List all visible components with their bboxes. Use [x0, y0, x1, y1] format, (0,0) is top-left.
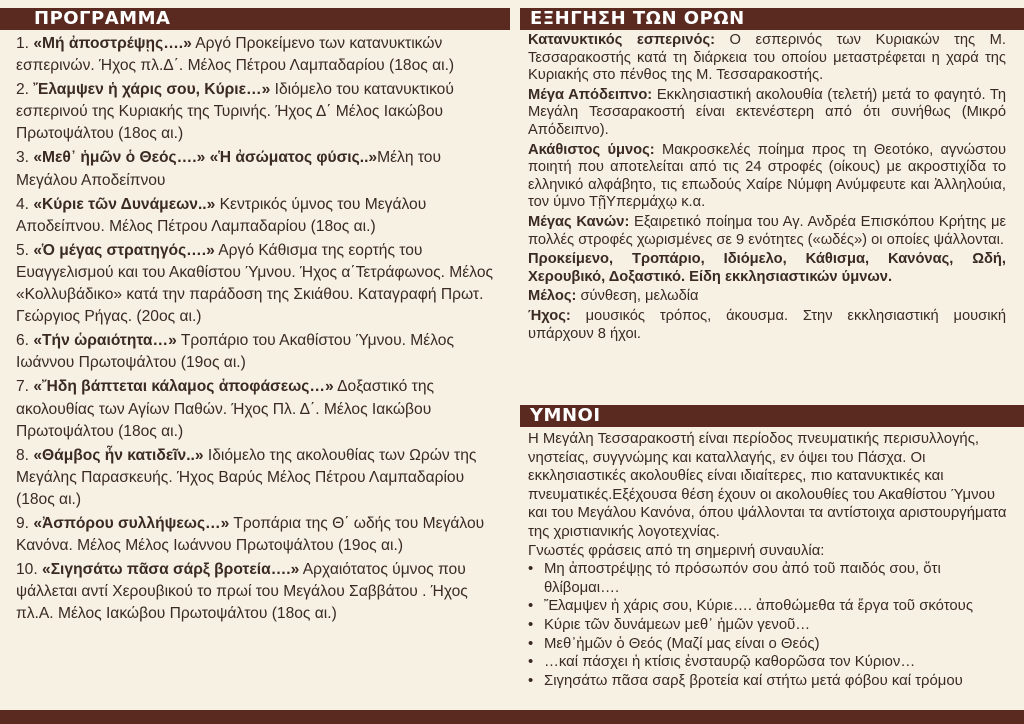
item-title: Ἔλαμψεν ἡ χάρις σου, Κύριε…»: [33, 81, 271, 99]
item-number: 8.: [16, 446, 30, 464]
item-number: 2.: [16, 81, 30, 99]
list-item: • Μη ἀποστρέψῃς τό πρόσωπόν σου ἀπό τοῦ παιδός σου, ὅτι θλίβομαι….: [528, 560, 1010, 597]
item-number: 3.: [16, 149, 30, 167]
program-item: [16, 330, 500, 374]
program-header-title: ΠΡΟΓΡΑΜΜΑ: [34, 8, 171, 29]
list-item: • Ἔλαμψεν ἡ χάρις σου, Κύριε…. ἀποθώμεθα τά ἔργα τοῦ σκότους: [528, 597, 1010, 616]
term-name: Μέγα Απόδειπνο:: [528, 86, 653, 103]
item-number: 1.: [16, 35, 30, 52]
hymns-header-bar: [520, 405, 1024, 427]
term-definition: σύνθεση, μελωδία: [576, 288, 699, 305]
term-name: Ακάθιστος ύμνος:: [528, 141, 655, 158]
program-item: [16, 513, 500, 557]
term-entry: [528, 87, 1006, 140]
item-description: Αρχαιότατος ύμνος που ψάλλεται αντί Χερουβικού το πρωί του Μεγάλου Σαββάτου . Ήχος πλ.Α. Μέλος Ιακώβου Πρωτοψάλτου (18ος αι.): [16, 561, 468, 623]
item-title: «Ἤδη βάπτεται κάλαμος ἀποφάσεως…»: [33, 378, 334, 396]
phrases-list: [528, 560, 1010, 690]
phrases-heading: Γνωστές φράσεις από τη σημερινή συναυλία:: [528, 542, 825, 559]
item-title: «Ἀσπόρου συλλήψεως…»: [33, 514, 230, 532]
program-item: [16, 147, 500, 191]
list-item: • Κύριε τῶν δυνάμεων μεθ᾽ ἡμῶν γενοῦ…: [528, 616, 1010, 635]
term-definition: Μακροσκελές ποίημα προς τη Θεοτόκο, αγνώστου ποιητή που αποτελείται από τις 24 στροφές (οίκους) με ακροστιχίδα το ελληνικό αλφάβητο, τις επωδούς Χαίρε Νύμφη Ανύμφευτε και Ἀλληλούια, τον ύμνο ΤῇΥπερμάχῳ κ.α.: [528, 141, 1006, 211]
item-number: 4.: [16, 195, 30, 213]
item-description: Αργό Προκείμενο των κατανυκτικών εσπερινών. Ήχος πλ.Δ΄. Μέλος Πέτρου Λαμπαδαρίου (18ος αι.): [16, 35, 455, 75]
term-entry: [528, 32, 1006, 85]
program-list: [16, 33, 500, 627]
item-title: «Κύριε τῶν Δυνάμεων..»: [33, 195, 216, 213]
item-description: Κεντρικός ύμνος του Μεγάλου Αποδείπνου. Μέλος Πέτρου Λαμπαδαρίου (18ος αι.): [16, 195, 427, 235]
item-title: «Σιγησάτω πᾶσα σάρξ βροτεία….»: [42, 561, 300, 579]
item-title: «Μεθ᾽ ἡμῶν ὁ Θεός….» «Ἡ ἀσώματος φύσις..»: [33, 149, 378, 167]
program-item: [16, 376, 500, 442]
term-entry: [528, 308, 1006, 343]
term-definition: μουσικός τρόπος, άκουσμα. Στην εκκλησιαστική μουσική υπάρχουν 8 ήχοι.: [528, 307, 1006, 342]
term-name: Ήχος:: [528, 307, 571, 324]
item-title: «Ὁ μέγας στρατηγός….»: [33, 241, 215, 259]
list-item: • …καί πάσχει ἡ κτίσις ἐνσταυρῷ καθορῶσα τον Κύριον…: [528, 653, 1010, 672]
item-description: Τροπάρια της Θ΄ ωδής του Μεγάλου Κανόνα. Μέλος Μέλος Ιωάννου Πρωτοψάλτου (19ος αι.): [16, 514, 485, 555]
program-item: [16, 194, 500, 238]
list-item: • Μεθ᾽ἡμῶν ὁ Θεός (Μαζί μας είναι ο Θεός): [528, 635, 1010, 654]
term-definition: Εκκλησιαστική ακολουθία (τελετή) μετά το φαγητό. Τη Μεγάλη Τεσσαρακοστή είναι εκτενέστερη από ότι συνήθως (Μικρό Απόδειπνο).: [528, 86, 1007, 138]
list-item: • Σιγησάτω πᾶσα σαρξ βροτεία καί στήτω μετά φόβου καί τρόμου: [528, 672, 1010, 691]
term-entry: [528, 288, 1006, 306]
item-description: Δοξαστικό της ακολουθίας των Αγίων Παθών. Ήχος Πλ. Δ΄. Μέλος Ιακώβου Πρωτοψάλτου (18ος αι.): [16, 378, 435, 440]
term-name: Κατανυκτικός εσπερινός:: [528, 32, 715, 48]
term-entry: [528, 142, 1006, 212]
program-item: [16, 559, 500, 625]
item-number: 9.: [16, 514, 30, 532]
hymns-header-title: ΥΜΝΟΙ: [530, 405, 601, 426]
program-item: [16, 79, 500, 145]
term-entry: [528, 251, 1006, 286]
program-header-bar: [0, 8, 510, 30]
terms-header-bar: [520, 8, 1024, 30]
bottom-band: [0, 710, 1024, 724]
item-title: «Μή ἀποστρέψῃς….»: [33, 35, 192, 52]
item-description: Ιδιόμελο του κατανυκτικού εσπερινού της Κυριακής της Τυρινής. Ήχος Δ΄ Μέλος Ιακώβου Πρωτοψάλτου (18ος αι.): [16, 81, 454, 143]
item-title: «Τήν ὡραιότητα…»: [33, 332, 177, 350]
program-item: [16, 33, 500, 77]
hymns-intro: Η Μεγάλη Τεσσαρακοστή είναι περίοδος πνευματικής περισυλλογής, νηστείας, συγγνώμης και καταλλαγής, εν όψει του Πάσχα. Οι εκκλησιαστικές ακολουθίες είναι ιδιαίτερες, πιο κατανυκτικές και πνευματικές.Εξέχουσα θέση έχουν οι ακολουθίες του Ακαθίστου Ύμνου και του Μεγάλου Κανόνα, όπου ψάλλονται τα αντίστοιχα αριστουργήματα της χριστιανικής λογοτεχνίας.: [528, 431, 1007, 540]
term-entry: [528, 214, 1006, 249]
term-definition: Εξαιρετικό ποίημα του Αγ. Ανδρέα Επισκόπου Κρήτης με πολλές στροφές χωρισμένες σε 9 ενότητες («ωδές») οι οποίες ψάλλονται.: [528, 213, 1006, 248]
program-item: [16, 445, 500, 511]
terms-list: [528, 32, 1006, 345]
item-number: 6.: [16, 332, 30, 350]
item-description: Τροπάριο του Ακαθίστου Ύμνου. Μέλος Ιωάννου Πρωτοψάλτου (19ος αι.): [16, 332, 454, 372]
item-number: 10.: [16, 561, 38, 579]
item-title: «Θάμβος ἦν κατιδεῖν..»: [33, 446, 204, 464]
hymns-section: [528, 430, 1010, 690]
terms-header-title: ΕΞΗΓΗΣΗ ΤΩΝ ΟΡΩΝ: [530, 8, 745, 29]
item-description: Μέλη του Μεγάλου Αποδείπνου: [16, 149, 441, 189]
term-definition: Ο εσπερινός των Κυριακών της Μ. Τεσσαρακοστής κατά τη διάρκεια του οποίου μεταστρέφεται η χαρά της Κυριακής στο πένθος της Μ. Τεσσαρακοστής.: [528, 32, 1006, 84]
item-number: 5.: [16, 241, 30, 259]
term-name: Μέγας Κανών:: [528, 213, 630, 230]
item-description: Αργό Κάθισμα της εορτής του Ευαγγελισμού και του Ακαθίστου Ύμνου. Ήχος α΄Τετράφωνος. Μέλος «Κολλυβάδικο» κατά την παράδοση της Σκιάθου. Καταγραφή Πρωτ. Γεώργιος Ρήγας. (20ος αι.): [16, 241, 494, 326]
item-number: 7.: [16, 378, 30, 396]
program-item: [16, 240, 500, 328]
item-description: Ιδιόμελο της ακολουθίας των Ωρών της Μεγάλης Παρασκευής. Ήχος Βαρύς Μέλος Πέτρου Λαμπαδαρίου (18ος αι.): [16, 446, 477, 508]
term-name: Προκείμενο, Τροπάριο, Ιδιόμελο, Κάθισμα, Κανόνας, Ωδή, Χερουβικό, Δοξαστικό. Είδη εκκλησιαστικών ύμνων.: [528, 251, 1006, 285]
term-name: Μέλος:: [528, 288, 577, 305]
